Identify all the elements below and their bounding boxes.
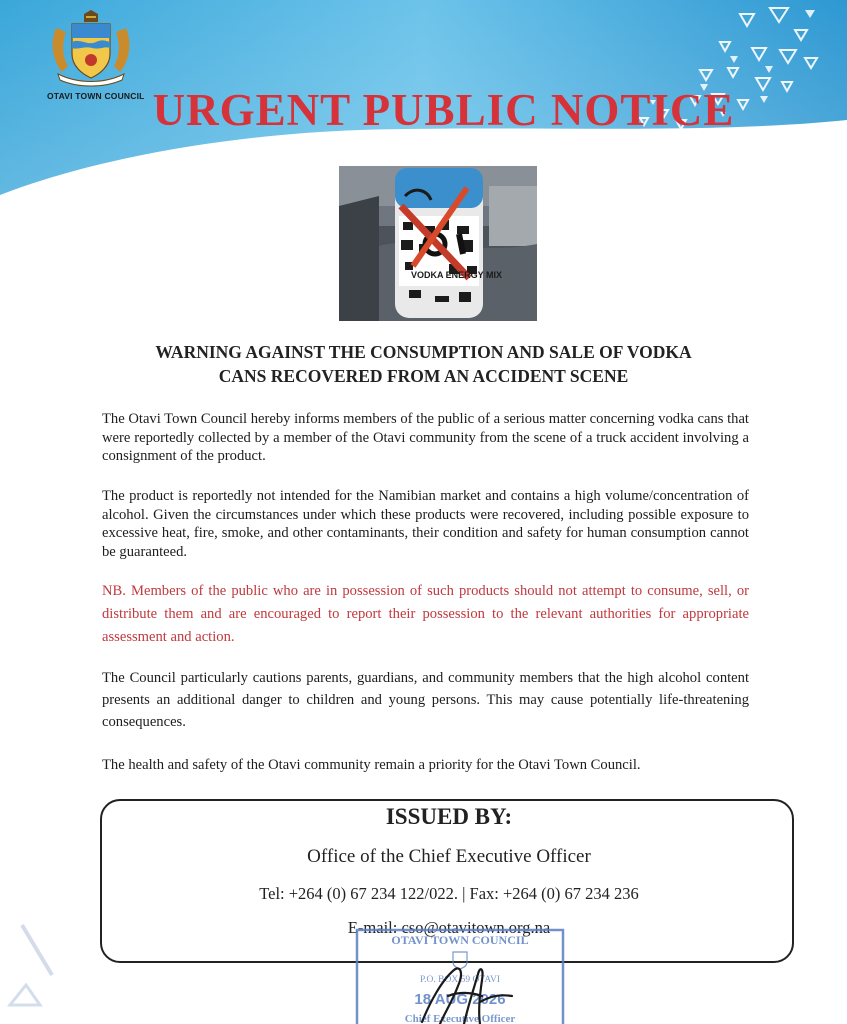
stamp-date: 18 AUG 2026 [414, 991, 506, 1008]
vodka-can-photo [339, 166, 537, 321]
council-crest-icon [48, 8, 134, 88]
stamp-line3: Chief Executive Officer [404, 1013, 516, 1024]
page-title: URGENT PUBLIC NOTICE [152, 85, 735, 135]
paragraph-nb: NB. Members of the public who are in possession of such products should not attempt to consume, sell, or distribute them and are encouraged to report their possession to the relevant authorities for appropriate assessment and action. [102, 583, 749, 645]
notice-heading [100, 340, 747, 388]
issued-by-title: ISSUED BY: [385, 804, 513, 829]
paragraph-intro: The Otavi Town Council hereby informs members of the public of a serious matter concerning vodka cans that were reportedly collected by a member of the Otavi community from the scene of a truck accident involving a consignment of the product. [102, 411, 749, 464]
handwritten-signature [400, 952, 540, 1024]
paragraph-closing: The health and safety of the Otavi community remain a priority for the Otavi Town Council. [102, 757, 641, 773]
paragraph-product: The product is reportedly not intended for the Namibian market and contains a high volume/concentration of alcohol. Given the circumstances under which these products were recovered, including possible exposure to excessive heat, fire, smoke, and other contaminants, their condition and safety for human consumption cannot be guaranteed. [102, 488, 749, 560]
stamp-line2: P.O. BOX 59 OTAVI [419, 975, 501, 985]
notice-heading-line1: WARNING AGAINST THE CONSUMPTION AND SALE OF VODKA [155, 342, 692, 362]
notice-heading-line2: CANS RECOVERED FROM AN ACCIDENT SCENE [218, 366, 629, 386]
faint-watermark-icon [0, 905, 60, 1015]
can-text: VODKA ENERGY MIX [411, 270, 503, 280]
stamp-line1: OTAVI TOWN COUNCIL [391, 933, 529, 947]
issued-by-email: E-mail: cso@otavitown.org.na [347, 918, 551, 937]
paragraph-caution: The Council particularly cautions parents, guardians, and community members that the high alcohol content presents an additional danger to children and young persons. This may cause potentially life-threatening consequences. [102, 670, 749, 730]
issued-by-contact: Tel: +264 (0) 67 234 122/022. | Fax: +264 (0) 67 234 236 [259, 884, 639, 903]
issued-by-office: Office of the Chief Executive Officer [307, 846, 591, 867]
council-name: OTAVI TOWN COUNCIL [47, 91, 145, 101]
